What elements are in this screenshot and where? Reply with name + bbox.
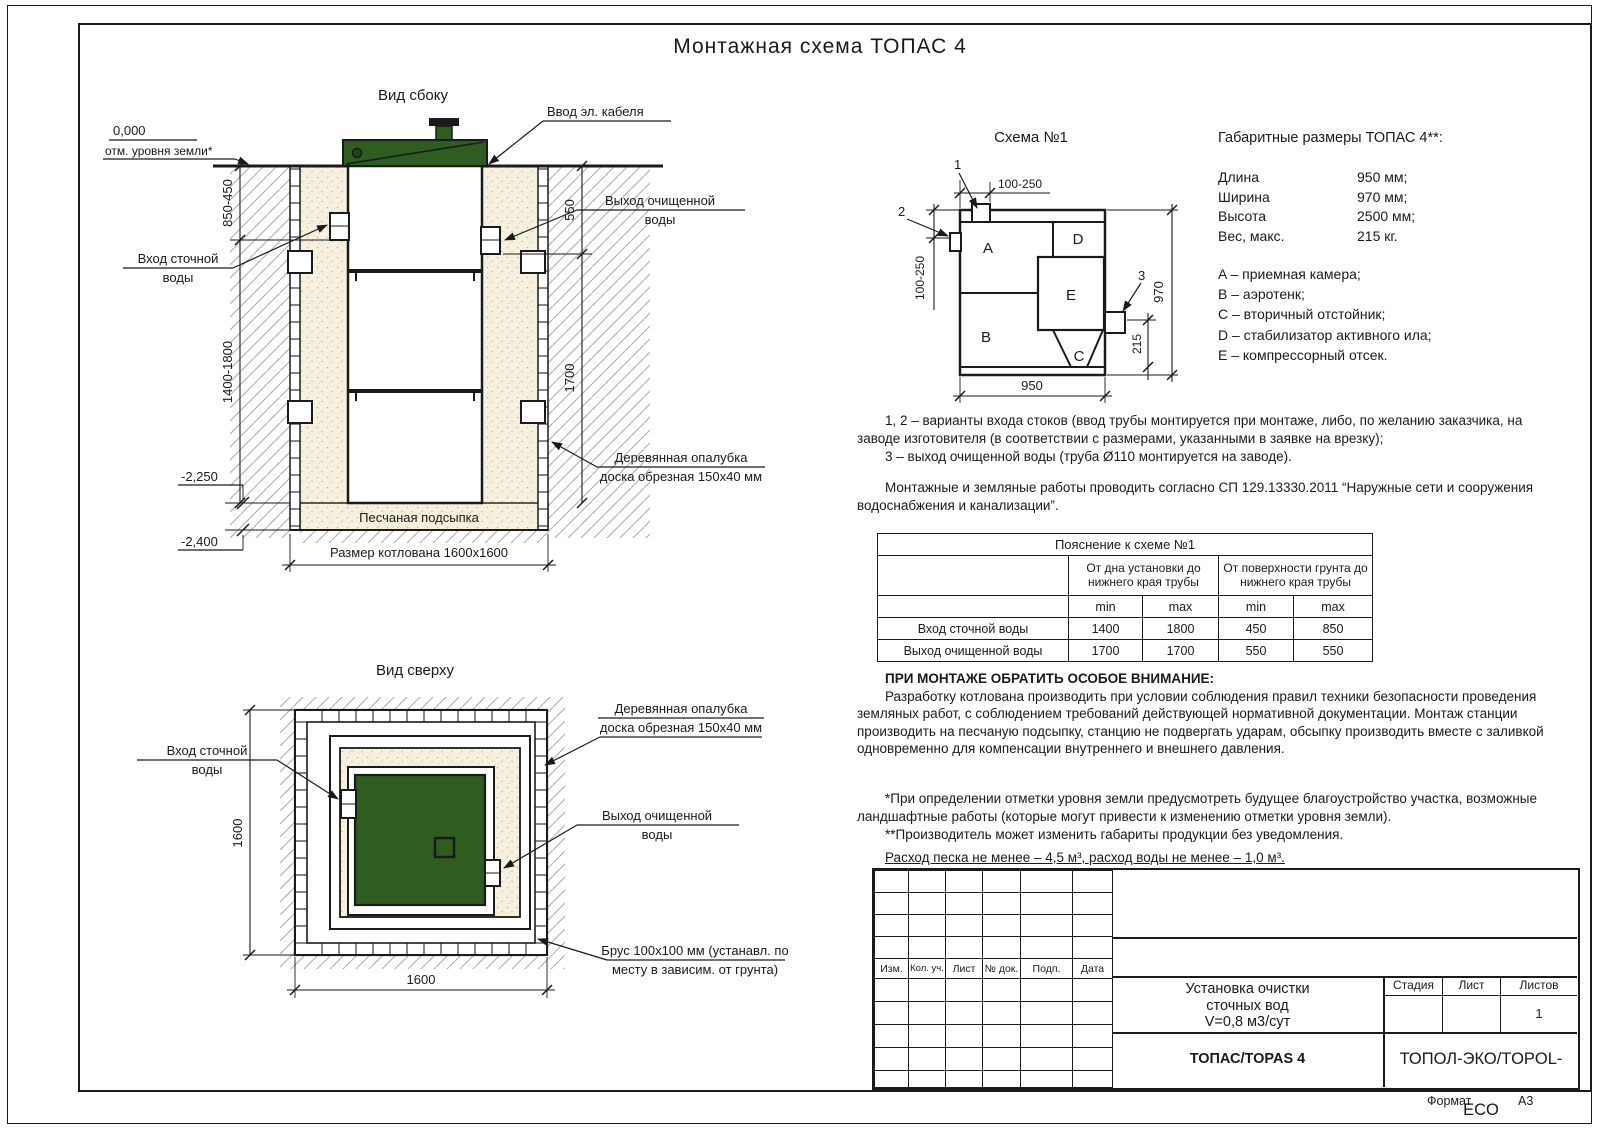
chamber-e-label: E (1065, 287, 1077, 304)
top-view-drawing (85, 655, 805, 1055)
row-label: Вход сточной воды (878, 618, 1069, 640)
doc-name-line-1: Установка очистки (1185, 981, 1310, 997)
spec-label: Длина (1218, 169, 1259, 185)
doc-name-line-3: V=0,8 м3/сут (1204, 1014, 1291, 1030)
top-view-title: Вид сверху (375, 662, 455, 679)
sheets-value: 1 (1535, 1006, 1543, 1021)
specs-block (1218, 130, 1548, 365)
side-view-drawing (85, 85, 805, 645)
formwork-left (290, 166, 300, 530)
spec-row (1218, 227, 1548, 247)
wall-penetration (288, 401, 312, 423)
formwork-label-1: Деревянная опалубка (614, 450, 748, 465)
outlet-label-2: воды (644, 212, 676, 227)
stage-value (1385, 996, 1443, 1032)
soil-below (300, 530, 548, 543)
stamp-doc-cell-2 (1112, 939, 1577, 978)
marker-3: 3 (1138, 268, 1146, 283)
inlet-label-2: воды (162, 270, 194, 285)
beam-label-2: месту в зависим. от грунта) (611, 962, 779, 977)
notes-block (857, 412, 1554, 515)
vent-cap (429, 118, 459, 126)
table-max-header: max (1143, 596, 1219, 618)
attention-block (857, 670, 1557, 758)
row-value: 1800 (1143, 618, 1219, 640)
spec-label: Высота (1218, 208, 1267, 224)
stamp-header: Кол. уч. (909, 959, 946, 979)
spec-label: Ширина (1218, 188, 1270, 205)
inlet-label-2: воды (191, 762, 223, 777)
marker-2-leader (907, 219, 948, 236)
legend-item: E – компрессорный отсек. (1218, 346, 1388, 363)
table-min-header: min (1069, 596, 1143, 618)
table-max-header: max (1294, 596, 1373, 618)
row-value: 550 (1219, 640, 1294, 662)
inlet-2-stub (950, 233, 961, 251)
inlet-1-stub (972, 204, 990, 222)
table-empty-cell (878, 596, 1069, 618)
dim-outlet-label: 215 (1130, 333, 1144, 355)
attention-title: ПРИ МОНТАЖЕ ОБРАТИТЬ ОСОБОЕ ВНИМАНИЕ: (885, 671, 1215, 686)
table-group-1: От дна установки до нижнего края трубы (1069, 556, 1219, 596)
chamber-a-label: A (982, 240, 994, 257)
spec-value: 950 мм; (1357, 169, 1408, 185)
stamp-header: Дата (1073, 959, 1113, 979)
lid-latch (353, 149, 362, 158)
beam-label-1: Брус 100х100 мм (устанавл. по (601, 943, 789, 958)
outlet-label-2: воды (641, 827, 673, 842)
stamp-header: Изм. (875, 959, 909, 979)
table-corner-cell (878, 556, 1069, 596)
dim-bottom-label: 950 (1021, 378, 1043, 393)
formwork-right (538, 166, 548, 530)
spec-value: 215 кг. (1357, 227, 1398, 244)
row-label: Выход очищенной воды (878, 640, 1069, 662)
stamp-header: Лист (946, 959, 983, 979)
spec-row (1218, 188, 1548, 208)
row-value: 550 (1294, 640, 1373, 662)
zero-mark: 0,000 (113, 123, 146, 138)
pit-size-label: Размер котлована 1600х1600 (329, 545, 509, 560)
chamber-d-label: D (1072, 231, 1084, 248)
spec-row (1218, 168, 1548, 188)
spec-value: 970 мм; (1357, 188, 1408, 205)
footnote-2: **Производитель может изменить габариты продукции без уведомления. (885, 827, 1344, 842)
row-value: 450 (1219, 618, 1294, 640)
doc-name-line-2: сточных вод (1206, 997, 1289, 1014)
legend-item: A – приемная камера; (1218, 266, 1361, 282)
side-view-title: Вид сбоку (378, 87, 448, 104)
stamp-revision-grid (874, 870, 1113, 1088)
sand-bed-label: Песчаная подсыпка (359, 510, 479, 525)
wall-penetration (521, 401, 545, 423)
table-row (878, 640, 1373, 662)
table-min-header: min (1219, 596, 1294, 618)
tank-body (348, 166, 482, 503)
row-value: 1700 (1069, 640, 1143, 662)
formwork-band-left (296, 711, 307, 954)
company-cell: ТОПОЛ-ЭКО/TOPOL-ECO (1399, 1050, 1563, 1119)
zero-leader (235, 159, 248, 164)
tank-lid-top (355, 775, 485, 905)
consumption-note: Расход песка не менее – 4,5 м³, расход воды не менее – 1,0 м³. (885, 850, 1285, 865)
doc-name-cell (1112, 978, 1385, 1032)
table-title: Пояснение к схеме №1 (878, 534, 1373, 556)
stamp-header: Подп. (1021, 959, 1073, 979)
formwork-label-1: Деревянная опалубка (614, 701, 748, 716)
note-variants: 1, 2 – варианты входа стоков (ввод трубы монтируется при монтаже, либо, по желанию заказчика, на заводе изготовителя (в соответствии с размерами, указанными в заявке на врезку); (857, 413, 1523, 446)
legend-item: D – стабилизатор активного ила; (1218, 326, 1432, 343)
dim-1600-left: 1600 (230, 818, 245, 848)
dim-1700: 1700 (562, 363, 577, 393)
cable-leader (489, 121, 543, 164)
inlet-label-1: Вход сточной (166, 743, 248, 758)
marker-3-leader (1123, 283, 1141, 311)
note-outlet: 3 – выход очищенной воды (труба Ø110 монтируется на заводе). (885, 449, 1292, 464)
dim-left-label: 100-250 (913, 255, 927, 301)
dim-850-450: 850-450 (220, 179, 235, 227)
soil-left (230, 166, 290, 538)
dim-1600-bottom: 1600 (406, 972, 436, 987)
stamp-header-row (875, 959, 1113, 979)
chamber-legend (1218, 264, 1548, 365)
table-group-2: От поверхности грунта до нижнего края трубы (1219, 556, 1373, 596)
formwork-label-2: доска обрезная 150х40 мм (599, 469, 763, 484)
spec-label: Вес, макс. (1218, 227, 1285, 244)
formwork-band-top (296, 711, 546, 722)
legend-item: C – вторичный отстойник; (1218, 306, 1386, 323)
explanation-table (877, 533, 1373, 662)
dim-right-label: 970 (1151, 281, 1166, 303)
sheet-title: Монтажная схема ТОПАС 4 (673, 35, 967, 58)
dim-550: 550 (562, 199, 577, 221)
stamp-header: № док. (983, 959, 1021, 979)
outlet-3-stub (1105, 312, 1125, 333)
mark-2400: -2,400 (181, 534, 218, 549)
sheet-header: Лист (1443, 978, 1501, 995)
specs-rows (1218, 168, 1548, 246)
format-value: А3 (1518, 1094, 1534, 1108)
mark-2250: -2,250 (181, 469, 218, 484)
stamp-doc-cell-1 (1112, 870, 1577, 939)
chamber-b-label: B (980, 329, 992, 346)
schema-title: Схема №1 (994, 129, 1068, 146)
table-row (878, 618, 1373, 640)
product-cell: ТОПАС/TOPAS 4 (1112, 1034, 1385, 1087)
formwork-band-bottom (296, 943, 546, 954)
sheet-value (1443, 996, 1501, 1032)
inlet-label-1: Вход сточной (137, 251, 219, 266)
legend-item: B – аэротенк; (1218, 286, 1305, 303)
wall-penetration (288, 251, 312, 273)
vent-square (435, 838, 454, 857)
sand-right (482, 166, 538, 503)
specs-title: Габаритные размеры ТОПАС 4**: (1218, 130, 1443, 146)
marker-1: 1 (954, 157, 962, 172)
sheets-header: Листов (1519, 978, 1559, 992)
row-value: 850 (1294, 618, 1373, 640)
note-works: Монтажные и земляные работы проводить согласно СП 129.13330.2011 “Наружные сети и сооружения водоснабжения и канализации”. (857, 480, 1534, 513)
schema-tank (950, 204, 1125, 375)
spec-value: 2500 мм; (1357, 208, 1416, 224)
outlet-label-1: Выход очищенной (604, 193, 716, 208)
row-value: 1700 (1143, 640, 1219, 662)
cable-label: Ввод эл. кабеля (547, 104, 644, 119)
format-label: Формат (1427, 1094, 1472, 1108)
row-value: 1400 (1069, 618, 1143, 640)
stage-sheet-block (1385, 978, 1577, 1032)
attention-body: Разработку котлована производить при условии соблюдения правил техники безопасности проведения земляных работ, с соблюдением требований действующей нормативной документации. Монтаж станции производить на песчаную подсыпку, станцию не подвергать ударам, обсыпку производить вместе с заливкой одновременно для компенсации внутреннего и внешнего давления. (857, 688, 1544, 756)
schema-drawing (860, 120, 1200, 420)
marker-2: 2 (898, 204, 906, 219)
top-view-tank (341, 767, 500, 915)
spec-row (1218, 207, 1548, 227)
footnote-1: *При определении отметки уровня земли предусмотреть будущее благоустройство участка, возможные ландшафтные работы (которые могут привести к изменению отметки уровня земли). (857, 791, 1538, 824)
stage-header: Стадия (1385, 978, 1443, 995)
formwork-band-right (535, 711, 546, 954)
outlet-label-1: Выход очищенной (601, 808, 713, 823)
dim-top-label: 100-250 (998, 177, 1043, 191)
footnotes-block (857, 790, 1557, 844)
formwork-label-2: доска обрезная 150х40 мм (599, 720, 763, 735)
vent-stem (436, 126, 452, 140)
dim-1400-1800: 1400-1800 (220, 340, 235, 404)
ground-level-label: отм. уровня земли* (105, 144, 213, 158)
chamber-c-label: C (1073, 348, 1085, 365)
stamp-name-row (1112, 978, 1577, 1034)
